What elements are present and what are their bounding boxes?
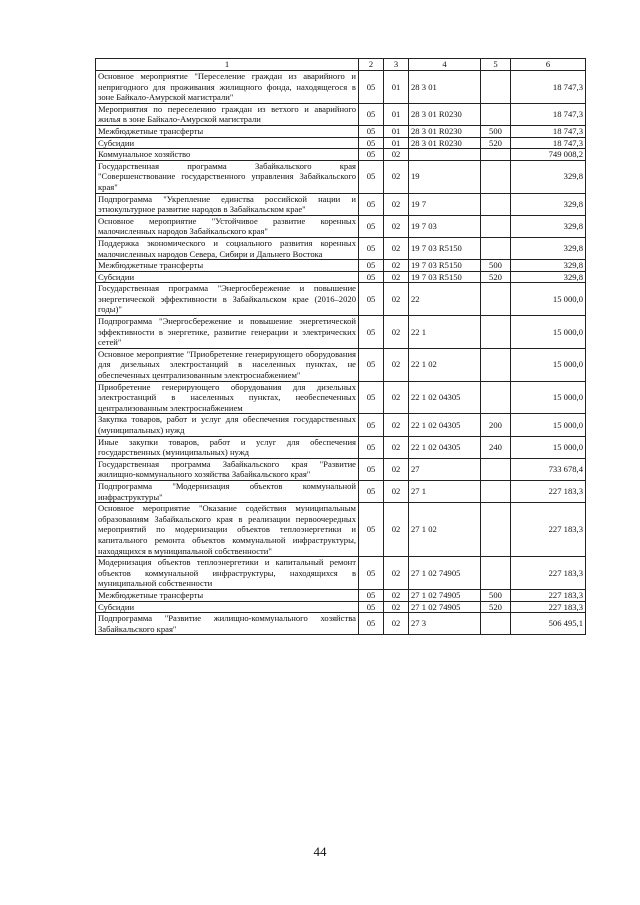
cell-section: 05	[359, 125, 384, 137]
cell-name: Приобретение генерирующего оборудования для дизельных электростанций в населенных пунктах, необеспеченных централизованным электроснабжением	[96, 381, 359, 414]
cell-expense-type	[481, 193, 511, 215]
cell-amount: 227 183,3	[511, 557, 586, 590]
cell-target-article: 27 1 02 74905	[409, 601, 481, 613]
cell-subsection: 01	[384, 137, 409, 149]
cell-section: 05	[359, 237, 384, 259]
cell-name: Государственная программа Забайкальского края "Развитие жилищно-коммунального хозяйства Забайкальского края"	[96, 458, 359, 480]
table-row	[96, 381, 586, 414]
table-row	[96, 436, 586, 458]
cell-expense-type	[481, 160, 511, 193]
cell-expense-type: 520	[481, 271, 511, 283]
cell-section: 05	[359, 149, 384, 161]
cell-section: 05	[359, 160, 384, 193]
cell-name: Подпрограмма "Развитие жилищно-коммунального хозяйства Забайкальского края"	[96, 613, 359, 635]
cell-section: 05	[359, 215, 384, 237]
cell-section: 05	[359, 589, 384, 601]
cell-amount: 329,8	[511, 193, 586, 215]
cell-subsection: 02	[384, 414, 409, 436]
cell-subsection: 02	[384, 316, 409, 349]
cell-section: 05	[359, 271, 384, 283]
cell-section: 05	[359, 601, 384, 613]
cell-expense-type: 500	[481, 125, 511, 137]
cell-subsection: 02	[384, 436, 409, 458]
cell-subsection: 02	[384, 160, 409, 193]
cell-target-article: 19 7 03 R5150	[409, 271, 481, 283]
table-row	[96, 348, 586, 381]
cell-expense-type	[481, 480, 511, 502]
cell-amount: 329,8	[511, 260, 586, 272]
cell-subsection: 02	[384, 503, 409, 557]
cell-amount: 329,8	[511, 215, 586, 237]
cell-target-article: 19 7 03 R5150	[409, 260, 481, 272]
cell-expense-type	[481, 381, 511, 414]
page-number: 44	[313, 844, 327, 859]
cell-subsection: 02	[384, 215, 409, 237]
cell-expense-type	[481, 348, 511, 381]
cell-amount: 227 183,3	[511, 480, 586, 502]
cell-section: 05	[359, 414, 384, 436]
cell-subsection: 01	[384, 125, 409, 137]
cell-subsection: 02	[384, 260, 409, 272]
cell-subsection: 02	[384, 149, 409, 161]
cell-subsection: 02	[384, 458, 409, 480]
cell-name: Основное мероприятие "Переселение граждан из аварийного и непригодного для проживания жилищного фонда, находящегося в зоне Байкало-Амурской магистрали"	[96, 71, 359, 104]
cell-target-article: 27	[409, 458, 481, 480]
cell-target-article: 22	[409, 283, 481, 316]
table-row	[96, 414, 586, 436]
cell-subsection: 02	[384, 557, 409, 590]
cell-amount: 15 000,0	[511, 283, 586, 316]
table-row	[96, 137, 586, 149]
cell-target-article: 28 3 01 R0230	[409, 125, 481, 137]
table-row	[96, 613, 586, 635]
table-row	[96, 149, 586, 161]
cell-amount: 733 678,4	[511, 458, 586, 480]
cell-amount: 18 747,3	[511, 103, 586, 125]
cell-expense-type	[481, 316, 511, 349]
cell-target-article: 22 1 02 04305	[409, 381, 481, 414]
cell-expense-type	[481, 103, 511, 125]
cell-expense-type: 520	[481, 601, 511, 613]
cell-target-article: 22 1 02 04305	[409, 414, 481, 436]
budget-table	[95, 58, 586, 635]
cell-section: 05	[359, 260, 384, 272]
cell-amount: 15 000,0	[511, 414, 586, 436]
column-header: 4	[409, 59, 481, 71]
cell-section: 05	[359, 193, 384, 215]
cell-name: Подпрограмма "Энергосбережение и повышение энергетической эффективности в энергетике, развитие генерации и электрических сетей"	[96, 316, 359, 349]
cell-target-article: 22 1	[409, 316, 481, 349]
cell-target-article	[409, 149, 481, 161]
cell-amount: 329,8	[511, 271, 586, 283]
cell-section: 05	[359, 103, 384, 125]
cell-name: Субсидии	[96, 137, 359, 149]
cell-section: 05	[359, 316, 384, 349]
cell-expense-type	[481, 215, 511, 237]
cell-target-article: 22 1 02 04305	[409, 436, 481, 458]
cell-target-article: 19	[409, 160, 481, 193]
cell-name: Межбюджетные трансферты	[96, 260, 359, 272]
cell-section: 05	[359, 613, 384, 635]
cell-amount: 15 000,0	[511, 381, 586, 414]
cell-name: Основное мероприятие "Приобретение генерирующего оборудования для дизельных электростанций в населенных пунктах, не обеспеченных централизованным электроснабжением"	[96, 348, 359, 381]
table-row	[96, 215, 586, 237]
cell-section: 05	[359, 283, 384, 316]
cell-name: Подпрограмма "Укрепление единства российской нации и этнокультурное развитие народов в Забайкальском крае"	[96, 193, 359, 215]
cell-target-article: 28 3 01	[409, 71, 481, 104]
cell-amount: 15 000,0	[511, 316, 586, 349]
cell-amount: 329,8	[511, 237, 586, 259]
cell-expense-type: 520	[481, 137, 511, 149]
cell-name: Субсидии	[96, 271, 359, 283]
cell-subsection: 02	[384, 601, 409, 613]
cell-section: 05	[359, 137, 384, 149]
cell-subsection: 02	[384, 283, 409, 316]
cell-amount: 227 183,3	[511, 503, 586, 557]
table-row	[96, 271, 586, 283]
cell-expense-type: 500	[481, 260, 511, 272]
cell-target-article: 27 1 02 74905	[409, 589, 481, 601]
column-header: 3	[384, 59, 409, 71]
cell-target-article: 27 1	[409, 480, 481, 502]
cell-name: Субсидии	[96, 601, 359, 613]
cell-expense-type	[481, 283, 511, 316]
table-row	[96, 480, 586, 502]
cell-target-article: 28 3 01 R0230	[409, 103, 481, 125]
table-row	[96, 316, 586, 349]
table-row	[96, 103, 586, 125]
cell-expense-type	[481, 458, 511, 480]
cell-expense-type	[481, 557, 511, 590]
column-header: 2	[359, 59, 384, 71]
cell-name: Межбюджетные трансферты	[96, 125, 359, 137]
table-row	[96, 71, 586, 104]
cell-target-article: 27 1 02	[409, 503, 481, 557]
cell-section: 05	[359, 458, 384, 480]
cell-target-article: 27 1 02 74905	[409, 557, 481, 590]
cell-name: Иные закупки товаров, работ и услуг для обеспечения государственных (муниципальных) нужд	[96, 436, 359, 458]
table-row	[96, 458, 586, 480]
cell-expense-type	[481, 71, 511, 104]
table-header-row	[96, 59, 586, 71]
cell-name: Межбюджетные трансферты	[96, 589, 359, 601]
cell-name: Основное мероприятие "Оказание содействия муниципальным образованиям Забайкальского края в реализации первоочередных мероприятий по модернизации объектов теплоэнергетики и капитального ремонта объектов коммунальной инфраструктуры, находящихся в муниципальной собственности"	[96, 503, 359, 557]
cell-amount: 506 495,1	[511, 613, 586, 635]
cell-target-article: 28 3 01 R0230	[409, 137, 481, 149]
cell-amount: 749 008,2	[511, 149, 586, 161]
column-header: 1	[96, 59, 359, 71]
cell-amount: 329,8	[511, 160, 586, 193]
cell-section: 05	[359, 348, 384, 381]
cell-expense-type: 200	[481, 414, 511, 436]
cell-subsection: 02	[384, 589, 409, 601]
cell-subsection: 02	[384, 480, 409, 502]
cell-subsection: 01	[384, 103, 409, 125]
cell-amount: 15 000,0	[511, 436, 586, 458]
cell-section: 05	[359, 503, 384, 557]
cell-expense-type	[481, 613, 511, 635]
table-row	[96, 237, 586, 259]
table-row	[96, 283, 586, 316]
table-row	[96, 193, 586, 215]
table-row	[96, 503, 586, 557]
cell-subsection: 02	[384, 237, 409, 259]
cell-subsection: 02	[384, 271, 409, 283]
cell-target-article: 19 7 03 R5150	[409, 237, 481, 259]
cell-name: Коммунальное хозяйство	[96, 149, 359, 161]
cell-name: Государственная программа "Энергосбережение и повышение энергетической эффективности в Забайкальском крае (2016–2020 годы)"	[96, 283, 359, 316]
cell-amount: 18 747,3	[511, 71, 586, 104]
cell-target-article: 19 7	[409, 193, 481, 215]
cell-name: Государственная программа Забайкальского края "Совершенствование государственного управления Забайкальского края"	[96, 160, 359, 193]
cell-name: Закупка товаров, работ и услуг для обеспечения государственных (муниципальных) нужд	[96, 414, 359, 436]
cell-section: 05	[359, 381, 384, 414]
table-row	[96, 260, 586, 272]
cell-subsection: 02	[384, 193, 409, 215]
cell-target-article: 22 1 02	[409, 348, 481, 381]
cell-name: Поддержка экономического и социального развития коренных малочисленных народов Севера, Сибири и Дальнего Востока	[96, 237, 359, 259]
table-row	[96, 557, 586, 590]
cell-section: 05	[359, 557, 384, 590]
table-row	[96, 125, 586, 137]
cell-name: Подпрограмма "Модернизация объектов коммунальной инфраструктуры"	[96, 480, 359, 502]
cell-subsection: 02	[384, 381, 409, 414]
cell-name: Модернизация объектов теплоэнергетики и капитальный ремонт объектов коммунальной инфраструктуры, находящихся в муниципальной собственности	[96, 557, 359, 590]
column-header: 6	[511, 59, 586, 71]
column-header: 5	[481, 59, 511, 71]
cell-expense-type	[481, 149, 511, 161]
cell-amount: 227 183,3	[511, 589, 586, 601]
cell-expense-type: 240	[481, 436, 511, 458]
cell-amount: 18 747,3	[511, 137, 586, 149]
table-row	[96, 160, 586, 193]
cell-expense-type	[481, 237, 511, 259]
cell-section: 05	[359, 436, 384, 458]
cell-expense-type	[481, 503, 511, 557]
cell-amount: 15 000,0	[511, 348, 586, 381]
cell-subsection: 01	[384, 71, 409, 104]
cell-target-article: 19 7 03	[409, 215, 481, 237]
cell-section: 05	[359, 480, 384, 502]
cell-name: Основное мероприятие "Устойчивое развитие коренных малочисленных народов Забайкальского края"	[96, 215, 359, 237]
cell-expense-type: 500	[481, 589, 511, 601]
cell-amount: 18 747,3	[511, 125, 586, 137]
cell-name: Мероприятия по переселению граждан из ветхого и аварийного жилья в зоне Байкало-Амурской магистрали	[96, 103, 359, 125]
cell-subsection: 02	[384, 348, 409, 381]
table-row	[96, 601, 586, 613]
cell-amount: 227 183,3	[511, 601, 586, 613]
cell-target-article: 27 3	[409, 613, 481, 635]
table-row	[96, 589, 586, 601]
cell-subsection: 02	[384, 613, 409, 635]
table-body	[96, 71, 586, 635]
cell-section: 05	[359, 71, 384, 104]
